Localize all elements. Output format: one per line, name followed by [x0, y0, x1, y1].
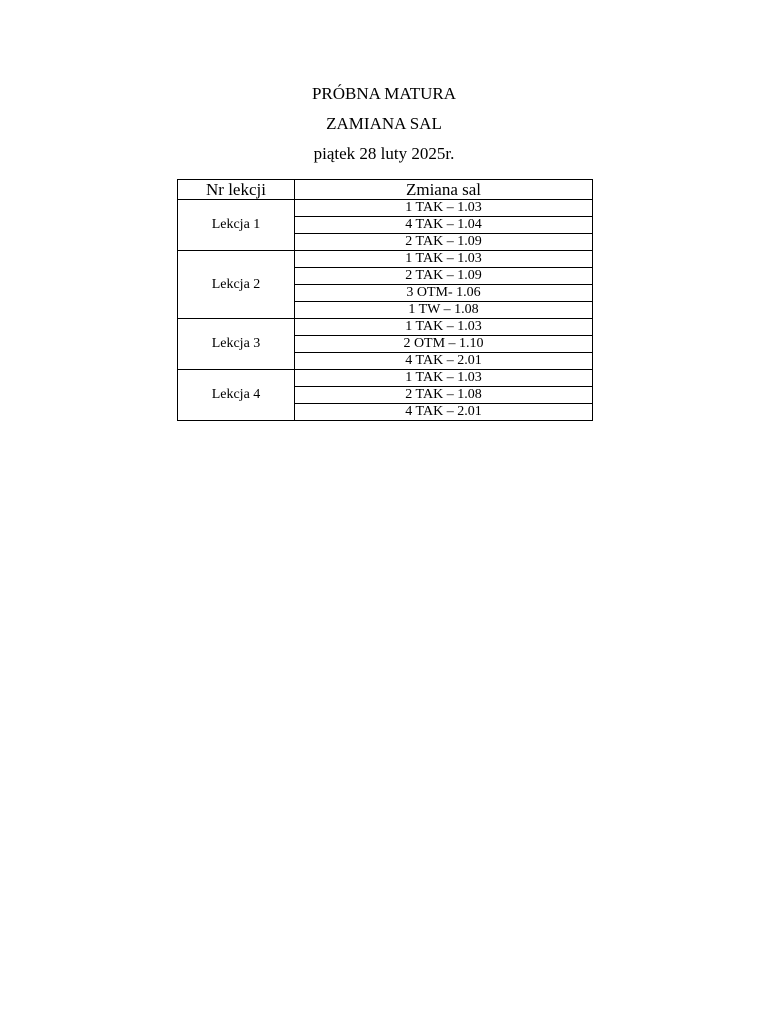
column-header-room-change: Zmiana sal — [295, 180, 593, 200]
document-subtitle: ZAMIANA SAL — [326, 114, 442, 133]
room-change-table — [177, 179, 593, 421]
room-change-cell: 4 TAK – 2.01 — [295, 404, 593, 421]
room-change-cell: 1 TAK – 1.03 — [295, 251, 593, 268]
room-change-cell: 2 OTM – 1.10 — [295, 336, 593, 353]
document-date: piątek 28 luty 2025r. — [313, 144, 455, 163]
lesson-cell: Lekcja 2 — [178, 251, 295, 319]
lesson-cell: Lekcja 1 — [178, 200, 295, 251]
document-title: PRÓBNA MATURA — [311, 84, 457, 103]
lesson-cell: Lekcja 3 — [178, 319, 295, 370]
column-header-lesson: Nr lekcji — [178, 180, 295, 200]
room-change-cell: 3 OTM- 1.06 — [295, 285, 593, 302]
room-change-cell: 1 TAK – 1.03 — [295, 370, 593, 387]
room-change-cell: 2 TAK – 1.09 — [295, 234, 593, 251]
room-change-cell: 1 TAK – 1.03 — [295, 200, 593, 217]
table-row — [178, 319, 593, 336]
table-row — [178, 200, 593, 217]
room-change-cell: 4 TAK – 1.04 — [295, 217, 593, 234]
lesson-cell: Lekcja 4 — [178, 370, 295, 421]
room-change-cell: 2 TAK – 1.08 — [295, 387, 593, 404]
room-change-cell: 4 TAK – 2.01 — [295, 353, 593, 370]
room-change-cell: 2 TAK – 1.09 — [295, 268, 593, 285]
table-row — [178, 370, 593, 387]
room-change-cell: 1 TAK – 1.03 — [295, 319, 593, 336]
document-header — [0, 84, 768, 164]
room-change-cell: 1 TW – 1.08 — [295, 302, 593, 319]
table-row — [178, 251, 593, 268]
table-header-row — [178, 180, 593, 200]
